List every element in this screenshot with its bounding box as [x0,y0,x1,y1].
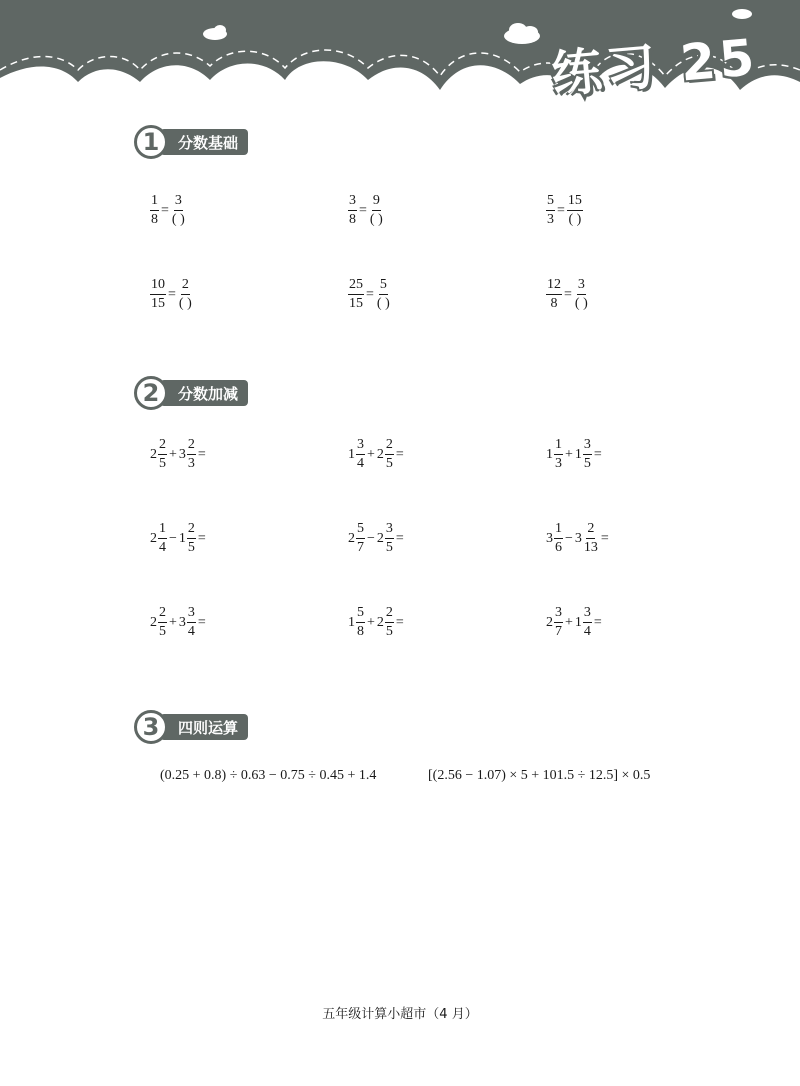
mixed-number-problem: 2 $\frac{1}{4}$ − 1 $\frac{2}{5}$ = [150,521,206,555]
section-header-fraction-add-subtract [134,376,248,410]
fraction: $\frac{5}{( )}$ [376,277,390,311]
mixed-number-problem: 1 $\frac{5}{8}$ + 2 $\frac{2}{5}$ = [348,605,404,639]
section-label: 分数加减 [160,380,248,406]
equivalent-fraction-problem: $\frac{12}{8}$ = $\frac{3}{( )}$ [547,277,588,311]
mixed-number-problem: 2 $\frac{2}{5}$ + 3 $\frac{2}{3}$ = [150,437,206,471]
fraction: $\frac{3}{( )}$ [574,277,588,311]
page-footer: 五年级计算小超市（4 月） [322,1007,478,1022]
page-header [0,0,800,150]
fraction: $\frac{10}{15}$ [151,277,165,311]
page-title: 练习 25 [549,28,761,104]
mixed-number-problem: 3 $\frac{1}{6}$ − 3 $\frac{2}{13}$ = [546,521,609,555]
section-header-four-operations [134,710,248,744]
section-number: 2 [134,376,168,410]
section-label: 分数基础 [160,129,248,155]
fraction: $\frac{1}{8}$ [151,193,158,227]
arithmetic-expression: [(2.56 − 1.07) × 5 + 101.5 ÷ 12.5] × 0.5 [428,768,651,783]
fraction: $\frac{2}{( )}$ [178,277,192,311]
fraction: $\frac{3}{( )}$ [171,193,185,227]
equivalent-fraction-problem: $\frac{3}{8}$ = $\frac{9}{( )}$ [349,193,383,227]
fraction: $\frac{12}{8}$ [547,277,561,311]
section-number: 3 [134,710,168,744]
equivalent-fraction-problem: $\frac{25}{15}$ = $\frac{5}{( )}$ [349,277,390,311]
section-number: 1 [134,125,168,159]
equivalent-fraction-problem: $\frac{5}{3}$ = $\frac{15}{( )}$ [547,193,582,227]
mixed-number-problem: 2 $\frac{3}{7}$ + 1 $\frac{3}{4}$ = [546,605,602,639]
fraction: $\frac{15}{( )}$ [567,193,582,227]
fraction: $\frac{5}{3}$ [547,193,554,227]
mixed-number-problem: 1 $\frac{3}{4}$ + 2 $\frac{2}{5}$ = [348,437,404,471]
section-label: 四则运算 [160,714,248,740]
fraction: $\frac{25}{15}$ [349,277,363,311]
mixed-number-problem: 2 $\frac{2}{5}$ + 3 $\frac{3}{4}$ = [150,605,206,639]
mixed-number-problem: 1 $\frac{1}{3}$ + 1 $\frac{3}{5}$ = [546,437,602,471]
mixed-number-problem: 2 $\frac{5}{7}$ − 2 $\frac{3}{5}$ = [348,521,404,555]
equivalent-fraction-problem: $\frac{10}{15}$ = $\frac{2}{( )}$ [151,277,192,311]
fraction: $\frac{3}{8}$ [349,193,356,227]
fraction: $\frac{9}{( )}$ [369,193,383,227]
arithmetic-expression: (0.25 + 0.8) ÷ 0.63 − 0.75 ÷ 0.45 + 1.4 [160,768,377,783]
equivalent-fraction-problem: $\frac{1}{8}$ = $\frac{3}{( )}$ [151,193,185,227]
section-header-fraction-basics [134,125,248,159]
